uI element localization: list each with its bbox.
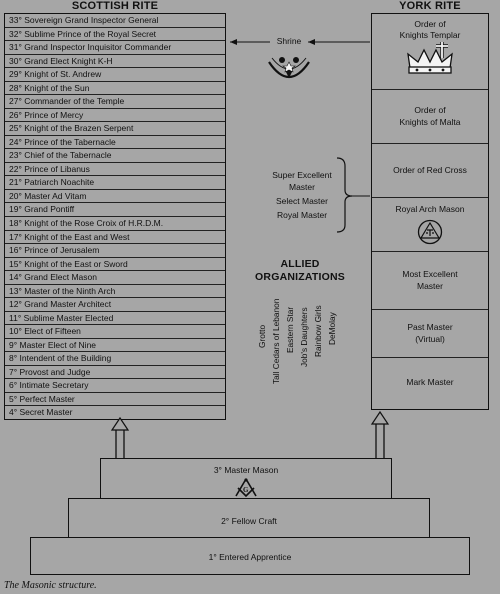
- scottish-degree-row: 11° Sublime Master Elected: [5, 312, 225, 326]
- scottish-degree-row: 31° Grand Inspector Inquisitor Commander: [5, 41, 225, 55]
- entered-apprentice-step: [30, 537, 470, 575]
- allied-org-tall-cedars: Tall Cedars of Lebanon: [271, 298, 281, 384]
- scottish-degree-row: 26° Prince of Mercy: [5, 109, 225, 123]
- red-cross-label: Order of Red Cross: [393, 164, 467, 175]
- scottish-degree-row: 13° Master of the Ninth Arch: [5, 285, 225, 299]
- scottish-degree-row: 18° Knight of the Rose Croix of H.R.D.M.: [5, 217, 225, 231]
- master-mason-label: 3° Master Mason: [213, 465, 279, 475]
- scottish-degree-row: 33° Sovereign Grand Inspector General: [5, 14, 225, 28]
- knights-templar-line2: Knights Templar: [399, 30, 461, 41]
- allied-title-line2: ORGANIZATIONS: [255, 271, 345, 283]
- scottish-degree-row: 12° Grand Master Architect: [5, 298, 225, 312]
- entered-apprentice-label: 1° Entered Apprentice: [208, 552, 292, 562]
- scottish-degree-row: 17° Knight of the East and West: [5, 231, 225, 245]
- mark-master-label: Mark Master: [406, 377, 454, 388]
- scottish-degree-row: 21° Patriarch Noachite: [5, 176, 225, 190]
- fellow-craft-step: [68, 498, 430, 538]
- svg-text:G: G: [243, 486, 249, 494]
- royal-arch-label: Royal Arch Mason: [395, 204, 465, 215]
- scottish-degree-row: 8° Intendent of the Building: [5, 352, 225, 366]
- allied-org-jobs-daughters: Job's Daughters: [299, 307, 309, 367]
- scottish-degree-row: 6° Intimate Secretary: [5, 379, 225, 393]
- square-and-compasses-icon: [233, 478, 259, 498]
- scottish-degree-row: 14° Grand Elect Mason: [5, 271, 225, 285]
- knights-templar-line1: Order of: [414, 19, 446, 29]
- master-mason-step: [100, 458, 392, 499]
- scottish-degree-row: 27° Commander of the Temple: [5, 95, 225, 109]
- scottish-degree-row: 22° Prince of Libanus: [5, 163, 225, 177]
- past-master-line1: Past Master: [407, 322, 453, 333]
- cryptic-line-4: Royal Master: [276, 210, 328, 220]
- allied-title-line1: ALLIED: [280, 258, 320, 270]
- scottish-degree-row: 23° Chief of the Tabernacle: [5, 149, 225, 163]
- scottish-degree-row: 7° Provost and Judge: [5, 366, 225, 380]
- allied-org-demolay: DeMolay: [327, 312, 337, 345]
- scottish-degree-row: 29° Knight of St. Andrew: [5, 68, 225, 82]
- past-master-line2: (Virtual): [415, 333, 445, 344]
- knights-malta-line1: Order of: [414, 105, 446, 116]
- scottish-degree-row: 16° Prince of Jerusalem: [5, 244, 225, 258]
- scottish-degree-row: 25° Knight of the Brazen Serpent: [5, 122, 225, 136]
- scottish-degree-row: 32° Sublime Prince of the Royal Secret: [5, 28, 225, 42]
- scottish-degree-row: 4° Secret Master: [9, 407, 73, 418]
- cryptic-line-3: Select Master: [276, 196, 328, 206]
- allied-org-grotto: Grotto: [257, 324, 267, 348]
- figure-caption: The Masonic structure.: [4, 580, 97, 591]
- scottish-degree-row: 15° Knight of the East or Sword: [5, 258, 225, 272]
- shrine-scimitar-icon: [269, 57, 309, 78]
- scottish-rite-title: SCOTTISH RITE: [71, 0, 159, 12]
- scottish-degree-row: 5° Perfect Master: [5, 393, 225, 407]
- fellow-craft-label: 2° Fellow Craft: [221, 516, 277, 526]
- allied-org-rainbow-girls: Rainbow Girls: [313, 305, 323, 357]
- knights-malta-line2: Knights of Malta: [399, 116, 461, 127]
- allied-org-eastern-star: Eastern Star: [285, 306, 295, 353]
- cryptic-line-2: Master: [289, 182, 315, 192]
- scottish-degree-row: 9° Master Elect of Nine: [5, 339, 225, 353]
- york-rite-title: YORK RITE: [399, 0, 461, 12]
- shrine-label: Shrine: [276, 36, 302, 46]
- scottish-degree-row: 28° Knight of the Sun: [5, 82, 225, 96]
- scottish-degree-row: 30° Grand Elect Knight K-H: [5, 55, 225, 69]
- scottish-degree-row: 19° Grand Pontiff: [5, 203, 225, 217]
- scottish-degree-row: 20° Master Ad Vitam: [5, 190, 225, 204]
- cryptic-line-1: Super Excellent: [272, 170, 332, 180]
- scottish-degree-row: 24° Prince of the Tabernacle: [5, 136, 225, 150]
- most-excellent-line2: Master: [417, 280, 443, 291]
- most-excellent-line1: Most Excellent: [402, 269, 458, 280]
- scottish-degree-row: 10° Elect of Fifteen: [5, 325, 225, 339]
